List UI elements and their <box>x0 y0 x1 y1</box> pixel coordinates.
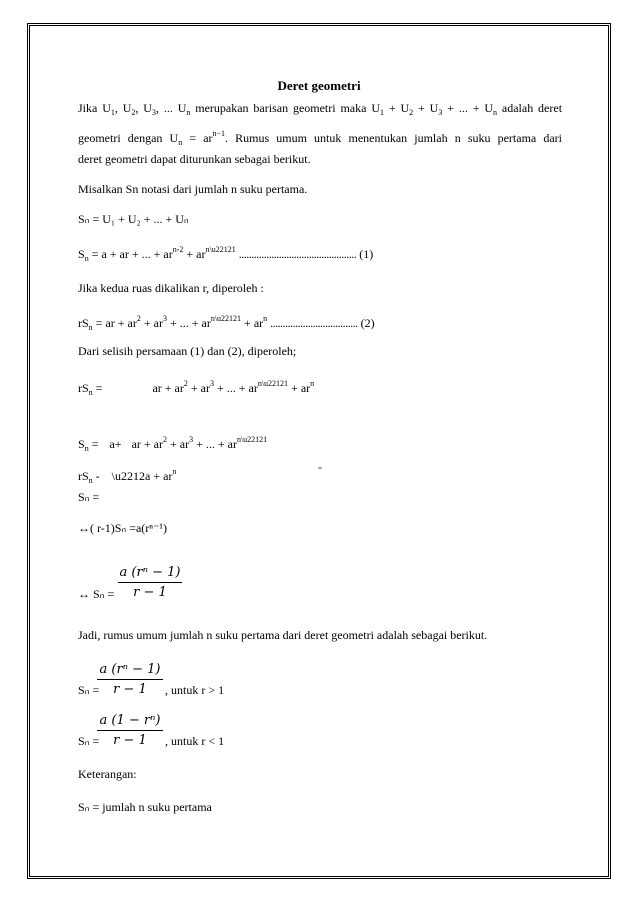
fraction-main-num: a (rⁿ − 1) <box>119 565 181 580</box>
eq-2-label: (2) <box>360 316 375 330</box>
fraction-case1 <box>97 662 163 697</box>
case1-lhs: Sₙ = <box>78 683 100 697</box>
jadi-text: Jadi, rumus umum jumlah n suku pertama dari deret geometri adalah sebagai berikut. <box>78 628 488 642</box>
misalkan-text: Misalkan Sn notasi dari jumlah n suku pertama. <box>78 182 308 196</box>
arrow-sn: ↔ Sₙ = <box>78 587 115 601</box>
sub-row-3: $rS_n$ - \u2212a + $ar^n$ <box>78 467 177 485</box>
kali-text: Jika kedua ruas dikalikan r, diperoleh : <box>78 281 264 295</box>
case2-condition: , untuk r < 1 <box>165 734 225 748</box>
sub-row-2: $S_n = a+$ ar + $ar^2 + ar^3$ + ... + $ar^{n\backslash u22121}$ <box>78 435 268 453</box>
page-title: Deret geometri <box>277 78 361 93</box>
eq-sn-u: Sₙ = U₁ + U₂ + ... + Uₙ <box>78 212 189 226</box>
keterangan-sn: Sₙ = jumlah n suku pertama <box>78 800 212 814</box>
selisih-text: Dari selisih persamaan (1) dan (2), diperoleh; <box>78 344 297 358</box>
minus-mark: - <box>318 460 322 474</box>
case2-lhs: Sₙ = <box>78 734 100 748</box>
intro-line-1: Jika $U_1$, $U_2$, $U_3$, ... $U_n$ merupakan barisan geometri maka $U_1 + U_2 + U_3$ + ... + $U_n$ adalah deret <box>78 101 563 117</box>
sub-row-1: $rS_n$ = ar + $ar^2 + ar^3$ + ... + $ar^{n\backslash u22121} + ar^n$ <box>78 379 315 397</box>
fraction-case1-num: a (rⁿ − 1) <box>99 662 161 677</box>
fraction-case1-den: r − 1 <box>113 682 147 697</box>
fraction-case2 <box>97 713 163 748</box>
case1-condition: , untuk r > 1 <box>165 683 225 697</box>
keterangan-heading: Keterangan: <box>78 767 137 781</box>
sn-equals: Sₙ = <box>78 490 100 504</box>
fraction-main-den: r − 1 <box>133 585 167 600</box>
fraction-main <box>118 565 182 600</box>
intro-line-3: deret geometri dapat diturunkan sebagai berikut. <box>78 152 311 166</box>
fraction-case2-num: a (1 − rⁿ) <box>99 713 161 728</box>
intro-line-2: geometri dengan $U_n = ar^{n-1}$. Rumus umum untuk menentukan jumlah n suku pertama dari <box>78 129 563 147</box>
eq-2: $rS_n$ = ar + $ar^2 + ar^3$ + ... + $ar^{n\backslash u22121} + ar^n$ ................................... (2) <box>78 314 375 332</box>
arrow-step: ↔( r-1)Sₙ =a(rⁿ⁻¹) <box>78 521 167 535</box>
eq-1-label: (1) <box>359 247 374 261</box>
fraction-case2-den: r − 1 <box>113 733 147 748</box>
eq-1: $S_n = a$ + ar + ... + $ar^{n-2} + ar^{n\backslash u22121}$ ............................................... (1) <box>78 245 374 263</box>
